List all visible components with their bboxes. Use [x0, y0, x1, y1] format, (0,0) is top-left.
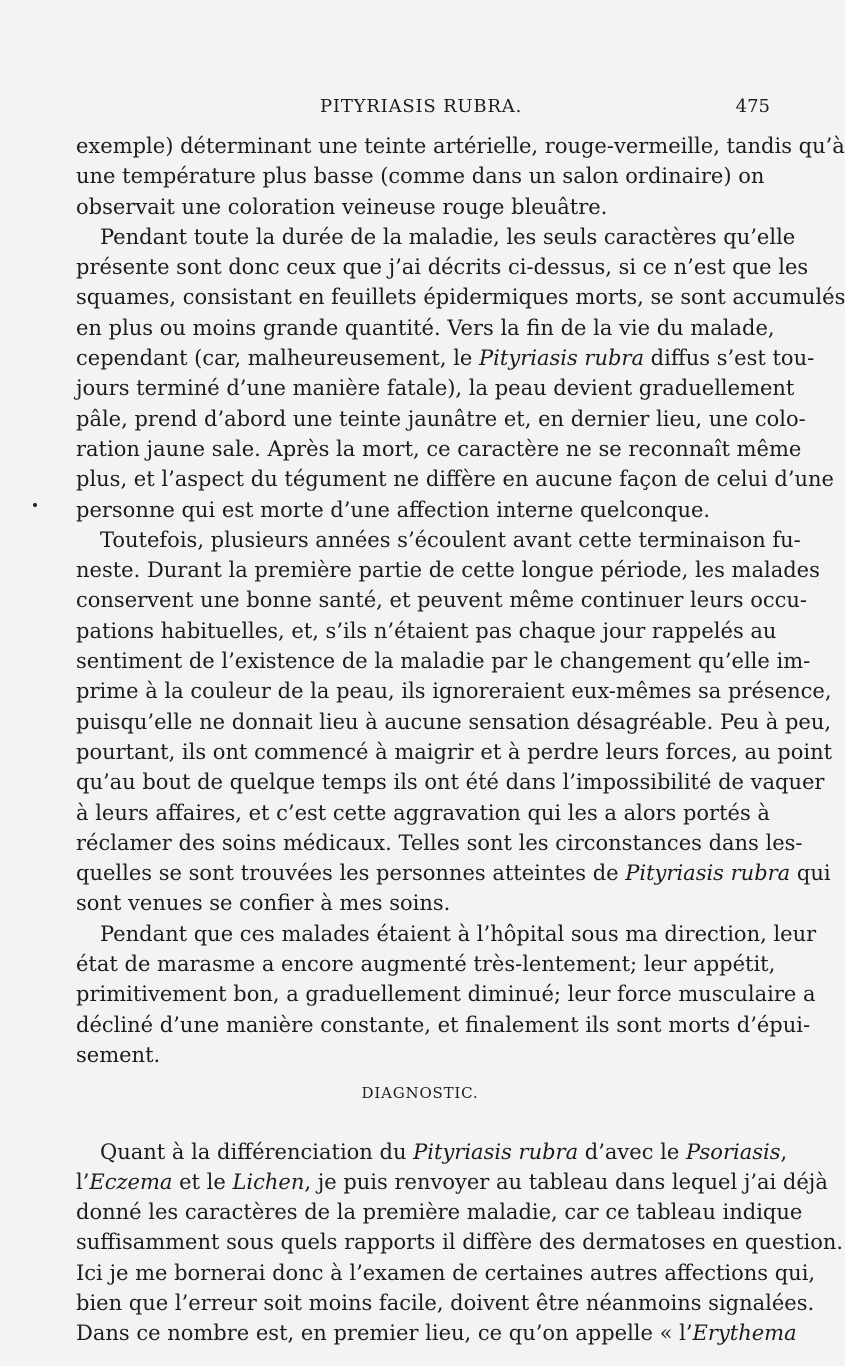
text-line: sentiment de l’existence de la maladie par le changement qu’elle im- — [76, 649, 811, 674]
text-line: squames, consistant en feuillets épidermiques morts, se sont accumulés — [76, 285, 845, 310]
text-line-italic: cependant (car, malheureusement, le Pityriasis rubra diffus s’est tou- — [76, 346, 815, 371]
text-line-italic: Quant à la différenciation du Pityriasis rubra d’avec le Psoriasis, — [100, 1139, 788, 1164]
text-line: Ici je me bornerai donc à l’examen de certaines autres affections qui, — [76, 1260, 816, 1285]
text-line: Pendant toute la durée de la maladie, les seuls caractères qu’elle — [100, 224, 796, 249]
text-line: pâle, prend d’abord une teinte jaunâtre et, en dernier lieu, une colo- — [76, 406, 806, 431]
section-heading: DIAGNOSTIC. — [361, 1084, 479, 1103]
text-line: primitivement bon, a graduellement diminué; leur force musculaire a — [76, 982, 816, 1007]
text-line: suffisamment sous quels rapports il diffère des dermatoses en question. — [76, 1230, 844, 1255]
text-line: réclamer des soins médicaux. Telles sont les circonstances dans les- — [76, 830, 803, 855]
running-head — [74, 96, 770, 126]
text-line: conservent une bonne santé, et peuvent même continuer leurs occu- — [76, 588, 807, 613]
body-text — [76, 131, 845, 1349]
page-number: 475 — [735, 96, 770, 117]
text-line: Pendant que ces malades étaient à l’hôpital sous ma direction, leur — [100, 921, 817, 946]
text-line: observait une coloration veineuse rouge bleuâtre. — [76, 194, 608, 219]
text-line: en plus ou moins grande quantité. Vers la fin de la vie du malade, — [76, 315, 775, 340]
heading-spacer — [76, 1109, 764, 1137]
text-line: qu’au bout de quelque temps ils ont été dans l’impossibilité de vaquer — [76, 770, 825, 795]
text-line: bien que l’erreur soit moins facile, doivent être néanmoins signalées. — [76, 1290, 815, 1315]
text-line: plus, et l’aspect du tégument ne diffère en aucune façon de celui d’une — [76, 467, 834, 492]
text-line: présente sont donc ceux que j’ai décrits ci-dessus, si ce n’est que les — [76, 255, 809, 280]
text-line-italic: quelles se sont trouvées les personnes atteintes de Pityriasis rubra qui — [76, 861, 831, 886]
text-line: jours terminé d’une manière fatale), la peau devient graduellement — [76, 376, 795, 401]
text-line: exemple) déterminant une teinte artérielle, rouge-vermeille, tandis qu’à — [76, 134, 845, 158]
running-title: PITYRIASIS RUBRA. — [320, 96, 523, 117]
text-line: Toutefois, plusieurs années s’écoulent avant cette terminaison fu- — [100, 527, 801, 552]
text-line: pourtant, ils ont commencé à maigrir et à perdre leurs forces, au point — [76, 739, 833, 764]
text-line: ration jaune sale. Après la mort, ce caractère ne se reconnaît même — [76, 436, 802, 461]
text-line: neste. Durant la première partie de cette longue période, les malades — [76, 558, 820, 583]
text-line: personne qui est morte d’une affection interne quelconque. — [76, 497, 711, 522]
text-line: sement. — [76, 1042, 161, 1067]
text-line: puisqu’elle ne donnait lieu à aucune sensation désagréable. Peu à peu, — [76, 709, 832, 734]
margin-mark — [33, 503, 37, 507]
text-line-italic: l’Eczema et le Lichen, je puis renvoyer au tableau dans lequel j’ai déjà — [76, 1169, 828, 1194]
text-line-italic: Dans ce nombre est, en premier lieu, ce qu’on appelle « l’Erythema — [76, 1321, 797, 1346]
text-line: état de marasme a encore augmenté très-lentement; leur appétit, — [76, 952, 776, 977]
text-line: prime à la couleur de la peau, ils ignoreraient eux-mêmes sa présence, — [76, 679, 832, 704]
text-line: sont venues se confier à mes soins. — [76, 891, 451, 916]
text-line: pations habituelles, et, s’ils n’étaient pas chaque jour rappelés au — [76, 618, 777, 643]
text-line: décliné d’une manière constante, et finalement ils sont morts d’épui- — [76, 1012, 811, 1037]
text-line: donné les caractères de la première maladie, car ce tableau indique — [76, 1200, 803, 1225]
text-line: une température plus basse (comme dans un salon ordinaire) on — [76, 164, 765, 189]
text-line: à leurs affaires, et c’est cette aggravation qui les a alors portés à — [76, 800, 770, 825]
